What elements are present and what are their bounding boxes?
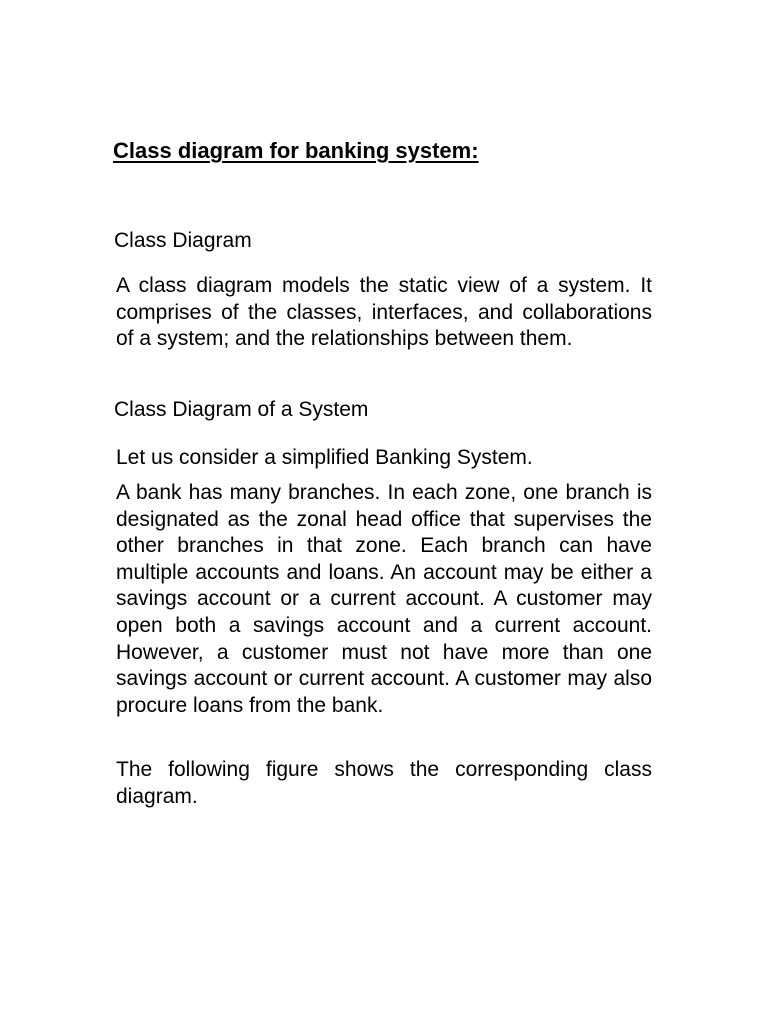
section-heading-class-diagram: Class Diagram: [114, 229, 252, 252]
figure-reference-paragraph: The following figure shows the corresponding class diagram.: [116, 758, 652, 808]
section-heading-class-diagram-of-system: Class Diagram of a System: [114, 398, 369, 421]
document-title: Class diagram for banking system:: [113, 138, 479, 163]
class-diagram-definition-paragraph: A class diagram models the static view of a system. It comprises of the classes, interfaces, and collaborations of a system; and the relationships between them.: [116, 274, 652, 351]
banking-system-intro-paragraph: Let us consider a simplified Banking System.: [116, 446, 533, 469]
bank-structure-paragraph: A bank has many branches. In each zone, one branch is designated as the zonal head office that supervises the other branches in that zone. Each branch can have multiple accounts and loans. An account may be either a savings account or a current account. A customer may open both a savings account and a current account. However, a customer must not have more than one savings account or current account. A customer may also procure loans from the bank.: [116, 481, 652, 717]
